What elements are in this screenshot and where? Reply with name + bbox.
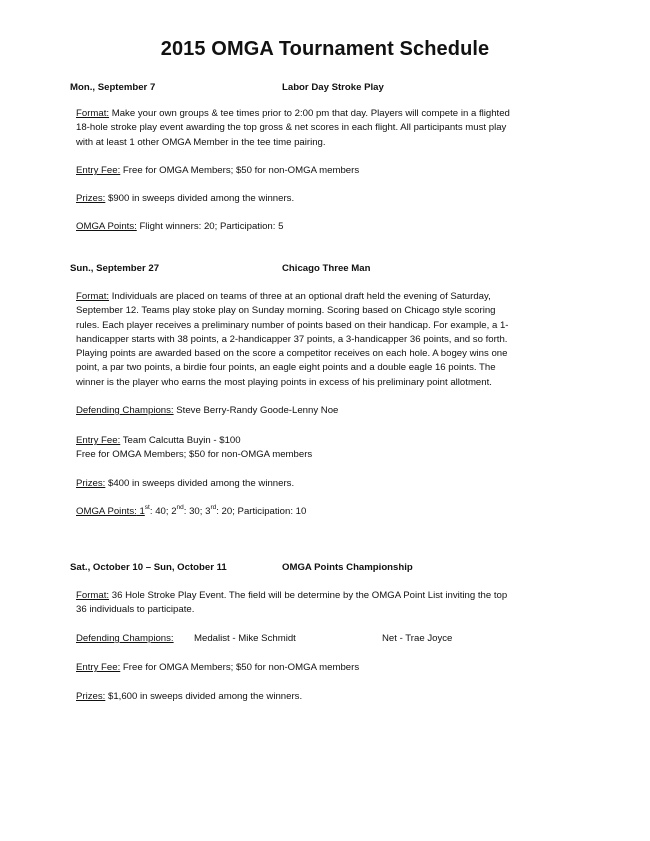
format-line: Make your own groups & tee times prior to 2:00 pm that day. Players will compete in a flighted: [109, 108, 510, 119]
format-line: 36 Hole Stroke Play Event. The field will be determine by the OMGA Point List inviting the top: [109, 590, 508, 601]
entry-fee-label: Entry Fee:: [76, 662, 121, 673]
format-line: winner is the player who earns the most playing points in excess of his preliminary point allotment.: [76, 376, 492, 388]
points-second-value: : 30; 3: [183, 506, 211, 517]
entry-fee-label: Entry Fee:: [76, 435, 121, 446]
points-label: OMGA Points:: [76, 221, 137, 232]
event-defending-champions: [76, 632, 576, 646]
event-format: [76, 107, 576, 150]
format-label: Format:: [76, 590, 110, 601]
event-date: Mon., September 7: [70, 82, 156, 93]
prizes-label: Prizes:: [76, 691, 106, 702]
event-points: [76, 220, 576, 234]
champions-label: Defending Champions:: [76, 633, 174, 644]
format-line: with at least 1 other OMGA Member in the tee time pairing.: [76, 136, 326, 148]
prizes-text: $400 in sweeps divided among the winners.: [105, 478, 295, 489]
entry-fee-line: Free for OMGA Members; $50 for non-OMGA members: [76, 449, 313, 461]
points-third-value: : 20; Participation: 10: [216, 506, 307, 517]
prizes-text: $1,600 in sweeps divided among the winners.: [105, 691, 303, 702]
format-line: Playing points are awarded based on the score a competitor receives on each hole. A bogey wins one: [76, 348, 508, 360]
format-line: rules. Each player receives a preliminary number of points based on their handicap. For example, a 1-: [76, 319, 509, 331]
points-label: OMGA Points:: [76, 506, 137, 517]
format-label: Format:: [76, 291, 110, 302]
points-text: Flight winners: 20; Participation: 5: [136, 221, 284, 232]
entry-fee-text: Team Calcutta Buyin - $100: [120, 435, 241, 446]
event-prizes: [76, 192, 576, 206]
event-date: Sat., October 10 – Sun, October 11: [70, 562, 227, 573]
points-first: 1: [136, 506, 145, 517]
event-name: OMGA Points Championship: [282, 562, 413, 573]
entry-fee-text: Free for OMGA Members; $50 for non-OMGA members: [120, 165, 360, 176]
page-title: 2015 OMGA Tournament Schedule: [160, 38, 490, 60]
event-format: [76, 290, 576, 390]
event-entry-fee: [76, 434, 576, 463]
champions-label: Defending Champions:: [76, 405, 174, 416]
ordinal-suffix: nd: [176, 503, 184, 511]
champions-net: Net - Trae Joyce: [382, 633, 453, 644]
event-prizes: [76, 690, 576, 704]
format-label: Format:: [76, 108, 110, 119]
event-date: Sun., September 27: [70, 263, 160, 274]
event-name: Labor Day Stroke Play: [282, 82, 384, 93]
event-defending-champions: [76, 404, 576, 418]
ordinal-suffix: st: [144, 503, 150, 511]
ordinal-suffix: rd: [210, 503, 217, 511]
entry-fee-label: Entry Fee:: [76, 165, 121, 176]
format-line: September 12. Teams play stoke play on Sunday morning. Scoring based on Chicago style scoring: [76, 305, 496, 317]
prizes-label: Prizes:: [76, 478, 106, 489]
points-first-value: : 40; 2: [149, 506, 177, 517]
event-name: Chicago Three Man: [282, 263, 371, 274]
format-line: Individuals are placed on teams of three at an optional draft held the evening of Saturday,: [109, 291, 491, 302]
format-line: point, a par two points, a birdie four points, an eagle eight points and a double eagle 16 points. The: [76, 362, 496, 374]
format-line: 18-hole stroke play event awarding the top gross & net scores in each flight. All participants must play: [76, 122, 507, 134]
event-entry-fee: [76, 164, 576, 178]
entry-fee-text: Free for OMGA Members; $50 for non-OMGA members: [120, 662, 360, 673]
prizes-text: $900 in sweeps divided among the winners.: [105, 193, 295, 204]
champions-medalist: Medalist - Mike Schmidt: [194, 633, 296, 644]
event-points: [76, 505, 576, 519]
event-entry-fee: [76, 661, 576, 675]
champions-text: Steve Berry-Randy Goode-Lenny Noe: [173, 405, 339, 416]
event-prizes: [76, 477, 576, 491]
prizes-label: Prizes:: [76, 193, 106, 204]
format-line: handicapper starts with 38 points, a 2-handicapper 37 points, a 3-handicapper 36 points, and so forth.: [76, 333, 508, 345]
event-format: [76, 589, 576, 618]
format-line: 36 individuals to participate.: [76, 604, 195, 616]
